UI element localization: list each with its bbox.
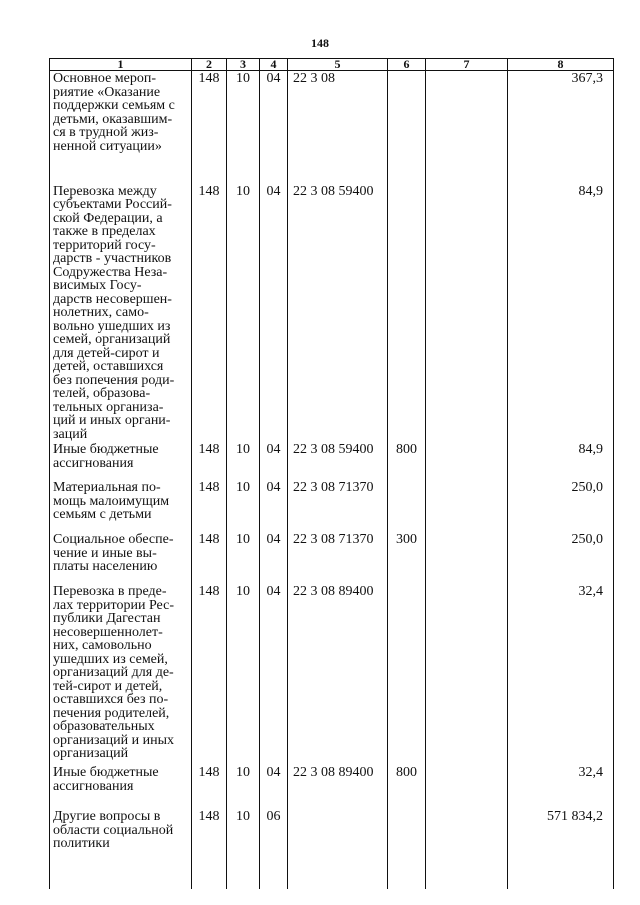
column-header: 2 [192, 59, 227, 71]
cell-code: 148 [192, 584, 227, 765]
cell-col7 [426, 584, 508, 765]
cell-amount: 250,0 [508, 532, 614, 584]
cell-amount: 84,9 [508, 442, 614, 480]
cell-expense-type: 800 [388, 442, 426, 480]
column-header: 8 [508, 59, 614, 71]
cell-subsection: 04 [260, 184, 288, 443]
column-header: 4 [260, 59, 288, 71]
row-name: Другие вопросы в области социальной политики [50, 809, 192, 889]
cell-target-article: 22 3 08 89400 [288, 765, 388, 809]
table-row [50, 184, 614, 443]
cell-expense-type [388, 184, 426, 443]
cell-subsection: 04 [260, 765, 288, 809]
row-name: Иные бюджетные ассигнования [50, 765, 192, 809]
cell-subsection: 04 [260, 584, 288, 765]
cell-subsection: 04 [260, 480, 288, 532]
page-number: 148 [311, 36, 329, 50]
cell-expense-type: 300 [388, 532, 426, 584]
cell-subsection: 06 [260, 809, 288, 889]
cell-code: 148 [192, 184, 227, 443]
cell-col7 [426, 71, 508, 184]
cell-section: 10 [227, 184, 260, 443]
row-name: Основное мероп- риятие «Оказание поддержки семьям с детьми, оказавшим- ся в трудной жиз- ненной ситуации» [50, 71, 192, 184]
cell-amount: 32,4 [508, 765, 614, 809]
cell-amount: 250,0 [508, 480, 614, 532]
column-header: 6 [388, 59, 426, 71]
cell-code: 148 [192, 442, 227, 480]
column-header: 5 [288, 59, 388, 71]
row-name: Иные бюджетные ассигнования [50, 442, 192, 480]
cell-code: 148 [192, 809, 227, 889]
table-row [50, 532, 614, 584]
cell-target-article [288, 809, 388, 889]
cell-section: 10 [227, 584, 260, 765]
row-name: Перевозка между субъектами Россий- ской Федерации, а также в пределах территорий госу- дарств - участников Содружества Неза- висимых Госу- дарств несовершен- нолетних, само- вольно ушедших из семей, организаций для детей-сирот и детей, оставшихся без попечения роди- телей, образова- тельных организа- ций и иных органи- заций [50, 184, 192, 443]
cell-code: 148 [192, 765, 227, 809]
cell-section: 10 [227, 532, 260, 584]
table-row [50, 442, 614, 480]
column-header: 7 [426, 59, 508, 71]
cell-amount: 571 834,2 [508, 809, 614, 889]
cell-amount: 32,4 [508, 584, 614, 765]
cell-section: 10 [227, 442, 260, 480]
column-header: 3 [227, 59, 260, 71]
table-row [50, 765, 614, 809]
cell-target-article: 22 3 08 89400 [288, 584, 388, 765]
cell-target-article: 22 3 08 [288, 71, 388, 184]
table-header-row [50, 59, 614, 71]
table-row [50, 584, 614, 765]
budget-table [49, 58, 614, 889]
cell-code: 148 [192, 480, 227, 532]
row-name: Социальное обеспе- чение и иные вы- платы населению [50, 532, 192, 584]
row-name: Перевозка в преде- лах территории Рес- публики Дагестан несовершеннолет- них, самовольно ушедших из семей, организаций для де- тей-сирот и детей, оставшихся без по- печения родителей, образовательных организаций и иных организаций [50, 584, 192, 765]
cell-col7 [426, 765, 508, 809]
cell-expense-type [388, 584, 426, 765]
column-header: 1 [50, 59, 192, 71]
cell-section: 10 [227, 71, 260, 184]
cell-target-article: 22 3 08 59400 [288, 184, 388, 443]
cell-target-article: 22 3 08 71370 [288, 532, 388, 584]
cell-expense-type [388, 480, 426, 532]
cell-amount: 84,9 [508, 184, 614, 443]
cell-expense-type [388, 809, 426, 889]
table-row [50, 809, 614, 889]
cell-col7 [426, 184, 508, 443]
cell-code: 148 [192, 532, 227, 584]
cell-target-article: 22 3 08 71370 [288, 480, 388, 532]
cell-amount: 367,3 [508, 71, 614, 184]
cell-subsection: 04 [260, 71, 288, 184]
cell-col7 [426, 442, 508, 480]
table-row [50, 480, 614, 532]
cell-expense-type [388, 71, 426, 184]
cell-target-article: 22 3 08 59400 [288, 442, 388, 480]
cell-subsection: 04 [260, 532, 288, 584]
cell-code: 148 [192, 71, 227, 184]
cell-col7 [426, 809, 508, 889]
cell-col7 [426, 532, 508, 584]
cell-col7 [426, 480, 508, 532]
cell-section: 10 [227, 765, 260, 809]
cell-subsection: 04 [260, 442, 288, 480]
cell-expense-type: 800 [388, 765, 426, 809]
cell-section: 10 [227, 809, 260, 889]
row-name: Материальная по- мощь малоимущим семьям с детьми [50, 480, 192, 532]
table-row [50, 71, 614, 184]
cell-section: 10 [227, 480, 260, 532]
